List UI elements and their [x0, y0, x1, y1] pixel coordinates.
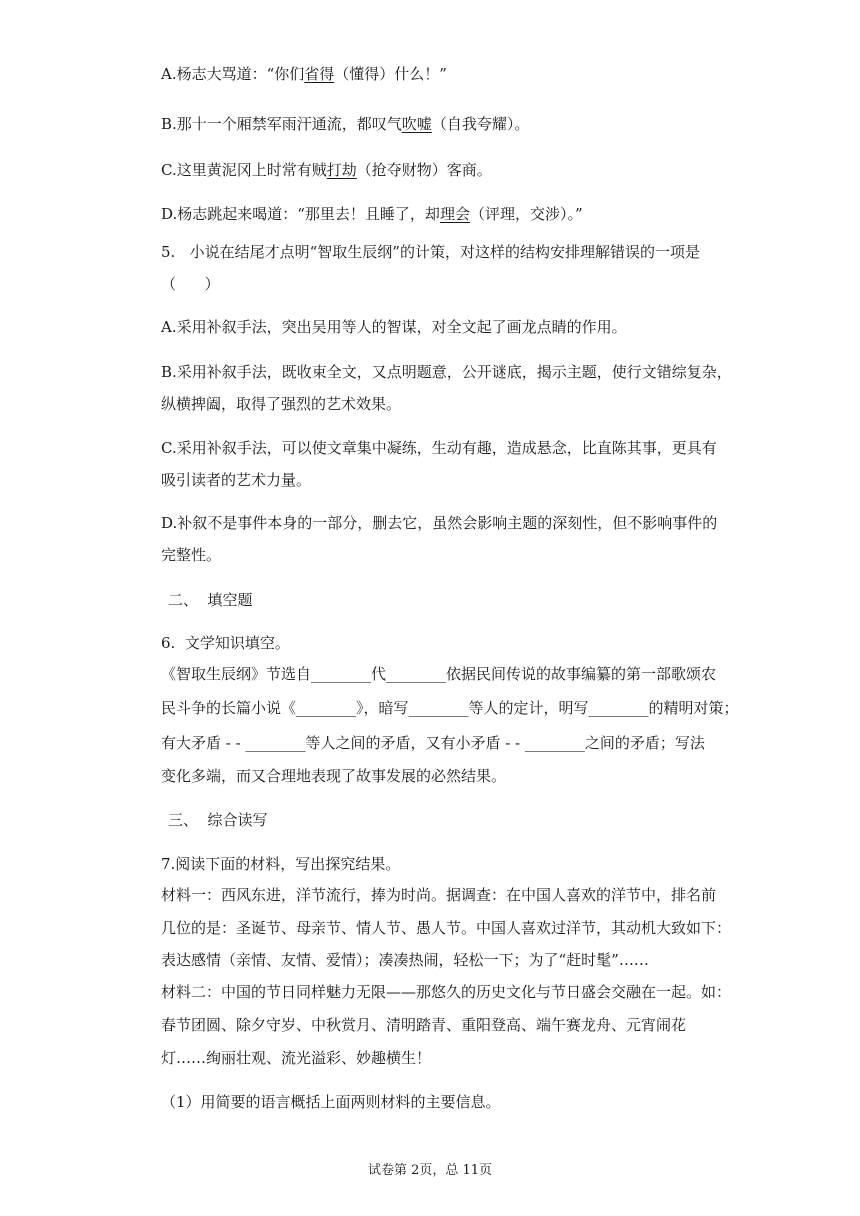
q5-option-b-line2: 纵横捭阖，取得了强烈的艺术效果。 — [161, 395, 402, 413]
q7-material2-line2: 春节团圆、除夕守岁、中秋赏月、清明踏青、重阳登高、端午赛龙舟、元宵闹花 — [161, 1016, 687, 1034]
q7-material2-line1: 材料二：中国的节日同样魅力无限——那悠久的历史文化与节日盛会交融在一起。如： — [161, 983, 732, 1001]
q6-stem: 6. 文学知识填空。 — [161, 634, 290, 652]
section-heading-fill-in: 二、 填空题 — [168, 591, 253, 609]
q4-option-b: B.那十一个厢禁军雨汗通流，都叹气吹嘘（自我夸耀）。 — [161, 115, 530, 133]
q6-line1: 《智取生辰纲》节选自________代________依据民间传说的故事编纂的第一部歌颂农 — [161, 665, 717, 683]
q5-option-c-line1: C.采用补叙手法，可以使文章集中凝练，生动有趣，造成悬念，比直陈其事，更具有 — [161, 439, 717, 457]
q5-option-d-line1: D.补叙不是事件本身的一部分，删去它，虽然会影响主题的深刻性，但不影响事件的 — [161, 514, 718, 532]
q7-stem: 7.阅读下面的材料，写出探究结果。 — [161, 855, 401, 873]
q7-material1-line1: 材料一：西风东进，洋节流行，捧为时尚。据调查：在中国人喜欢的洋节中，排名前 — [161, 886, 717, 904]
q7-material2-line3: 灯……绚丽壮观、流光溢彩、妙趣横生！ — [161, 1049, 432, 1067]
page-footer: 试卷第 2页，总 11页 — [367, 1163, 493, 1178]
q5-stem: 5. 小说在结尾才点明“智取生辰纲”的计策，对这样的结构安排理解错误的一项是 — [161, 243, 700, 261]
q5-option-a: A.采用补叙手法，突出吴用等人的智谋，对全文起了画龙点睛的作用。 — [161, 318, 627, 336]
underlined-term: 吹嘘 — [401, 115, 432, 133]
underlined-term: 省得 — [304, 65, 335, 83]
q5-option-b-line1: B.采用补叙手法，既收束全文，又点明题意，公开谜底，揭示主题，使行文错综复杂， — [161, 363, 732, 381]
q4-option-c: C.这里黄泥冈上时常有贼打劫（抢夺财物）客商。 — [161, 161, 492, 179]
q4-option-a: A.杨志大骂道：“你们省得（懂得）什么！” — [161, 65, 447, 83]
q7-subquestion-1: （1）用简要的语言概括上面两则材料的主要信息。 — [161, 1093, 501, 1111]
section-heading-reading-writing: 三、 综合读写 — [168, 811, 268, 829]
q6-line2: 民斗争的长篇小说《________》，暗写________等人的定计，明写________的精明对策； — [161, 699, 739, 717]
underlined-term: 打劫 — [326, 161, 357, 179]
q5-option-c-line2: 吸引读者的艺术力量。 — [161, 471, 312, 489]
q5-answer-blank: （ ） — [161, 275, 220, 293]
q6-line4: 变化多端，而又合理地表现了故事发展的必然结果。 — [161, 767, 507, 785]
q7-material1-line3: 表达感情（亲情、友情、爱情）；凑凑热闹，轻松一下；为了“赶时髦”…… — [161, 951, 649, 969]
q5-option-d-line2: 完整性。 — [161, 546, 222, 564]
underlined-term: 理会 — [439, 205, 470, 223]
q4-option-d: D.杨志跳起来喝道：“那里去！且睡了，却理会（评理，交涉）。” — [161, 205, 583, 223]
q6-line3: 有大矛盾 - - ________等人之间的矛盾，又有小矛盾 - - ________之间的矛盾；写法 — [161, 734, 705, 752]
q7-material1-line2: 几位的是：圣诞节、母亲节、情人节、愚人节。中国人喜欢过洋节，其动机大致如下： — [161, 919, 732, 937]
